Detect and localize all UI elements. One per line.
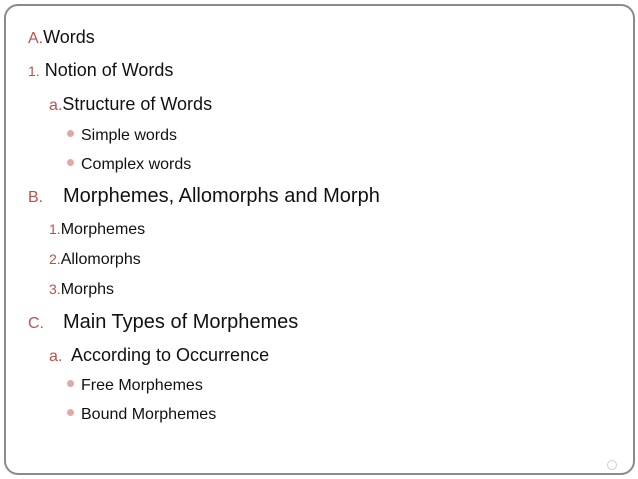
bullet-dot-icon xyxy=(67,159,74,166)
bullet-dot-icon xyxy=(67,409,74,416)
bullet-text: Simple words xyxy=(81,127,178,144)
outline-text: Main Types of Morphemes xyxy=(63,311,299,333)
outline-item-morphemes-allomorphs xyxy=(28,185,380,208)
outline-marker: B. xyxy=(28,189,44,206)
slide-corner-mark xyxy=(607,460,617,470)
outline-item-main-types xyxy=(28,311,298,334)
bullet-dot-icon xyxy=(67,380,74,387)
outline-marker: 3. xyxy=(49,281,61,297)
outline-text: Notion of Words xyxy=(44,60,174,80)
outline-text: Morphs xyxy=(60,281,115,298)
outline-item-morphemes xyxy=(49,221,145,239)
outline-item-allomorphs xyxy=(49,251,141,269)
outline-text: Words xyxy=(43,27,95,47)
bullet-item-free-morphemes xyxy=(67,377,203,395)
bullet-item-simple-words xyxy=(67,127,177,145)
outline-text: Morphemes xyxy=(60,221,146,238)
outline-marker: A. xyxy=(28,30,44,47)
outline-item-according-to-occurrence xyxy=(49,345,269,366)
bullet-text: Complex words xyxy=(81,156,192,173)
outline-text: According to Occurrence xyxy=(71,345,270,365)
outline-text: Morphemes, Allomorphs and Morph xyxy=(63,185,380,207)
outline-item-words xyxy=(28,27,95,48)
outline-marker: 2. xyxy=(49,251,61,267)
bullet-text: Free Morphemes xyxy=(81,377,203,394)
bullet-item-bound-morphemes xyxy=(67,406,216,424)
outline-marker: a. xyxy=(49,97,63,114)
bullet-dot-icon xyxy=(67,130,74,137)
outline-marker: 1. xyxy=(28,63,40,79)
outline-text: Allomorphs xyxy=(60,251,141,268)
outline-text: Structure of Words xyxy=(62,94,213,114)
outline-item-structure-of-words xyxy=(49,94,212,115)
outline-item-notion-of-words xyxy=(28,60,173,81)
bullet-item-complex-words xyxy=(67,156,191,174)
bullet-text: Bound Morphemes xyxy=(81,406,217,423)
outline-marker: a. xyxy=(49,348,63,365)
outline-item-morphs xyxy=(49,281,114,299)
outline-marker: 1. xyxy=(49,221,61,237)
outline-marker: C. xyxy=(28,315,44,332)
